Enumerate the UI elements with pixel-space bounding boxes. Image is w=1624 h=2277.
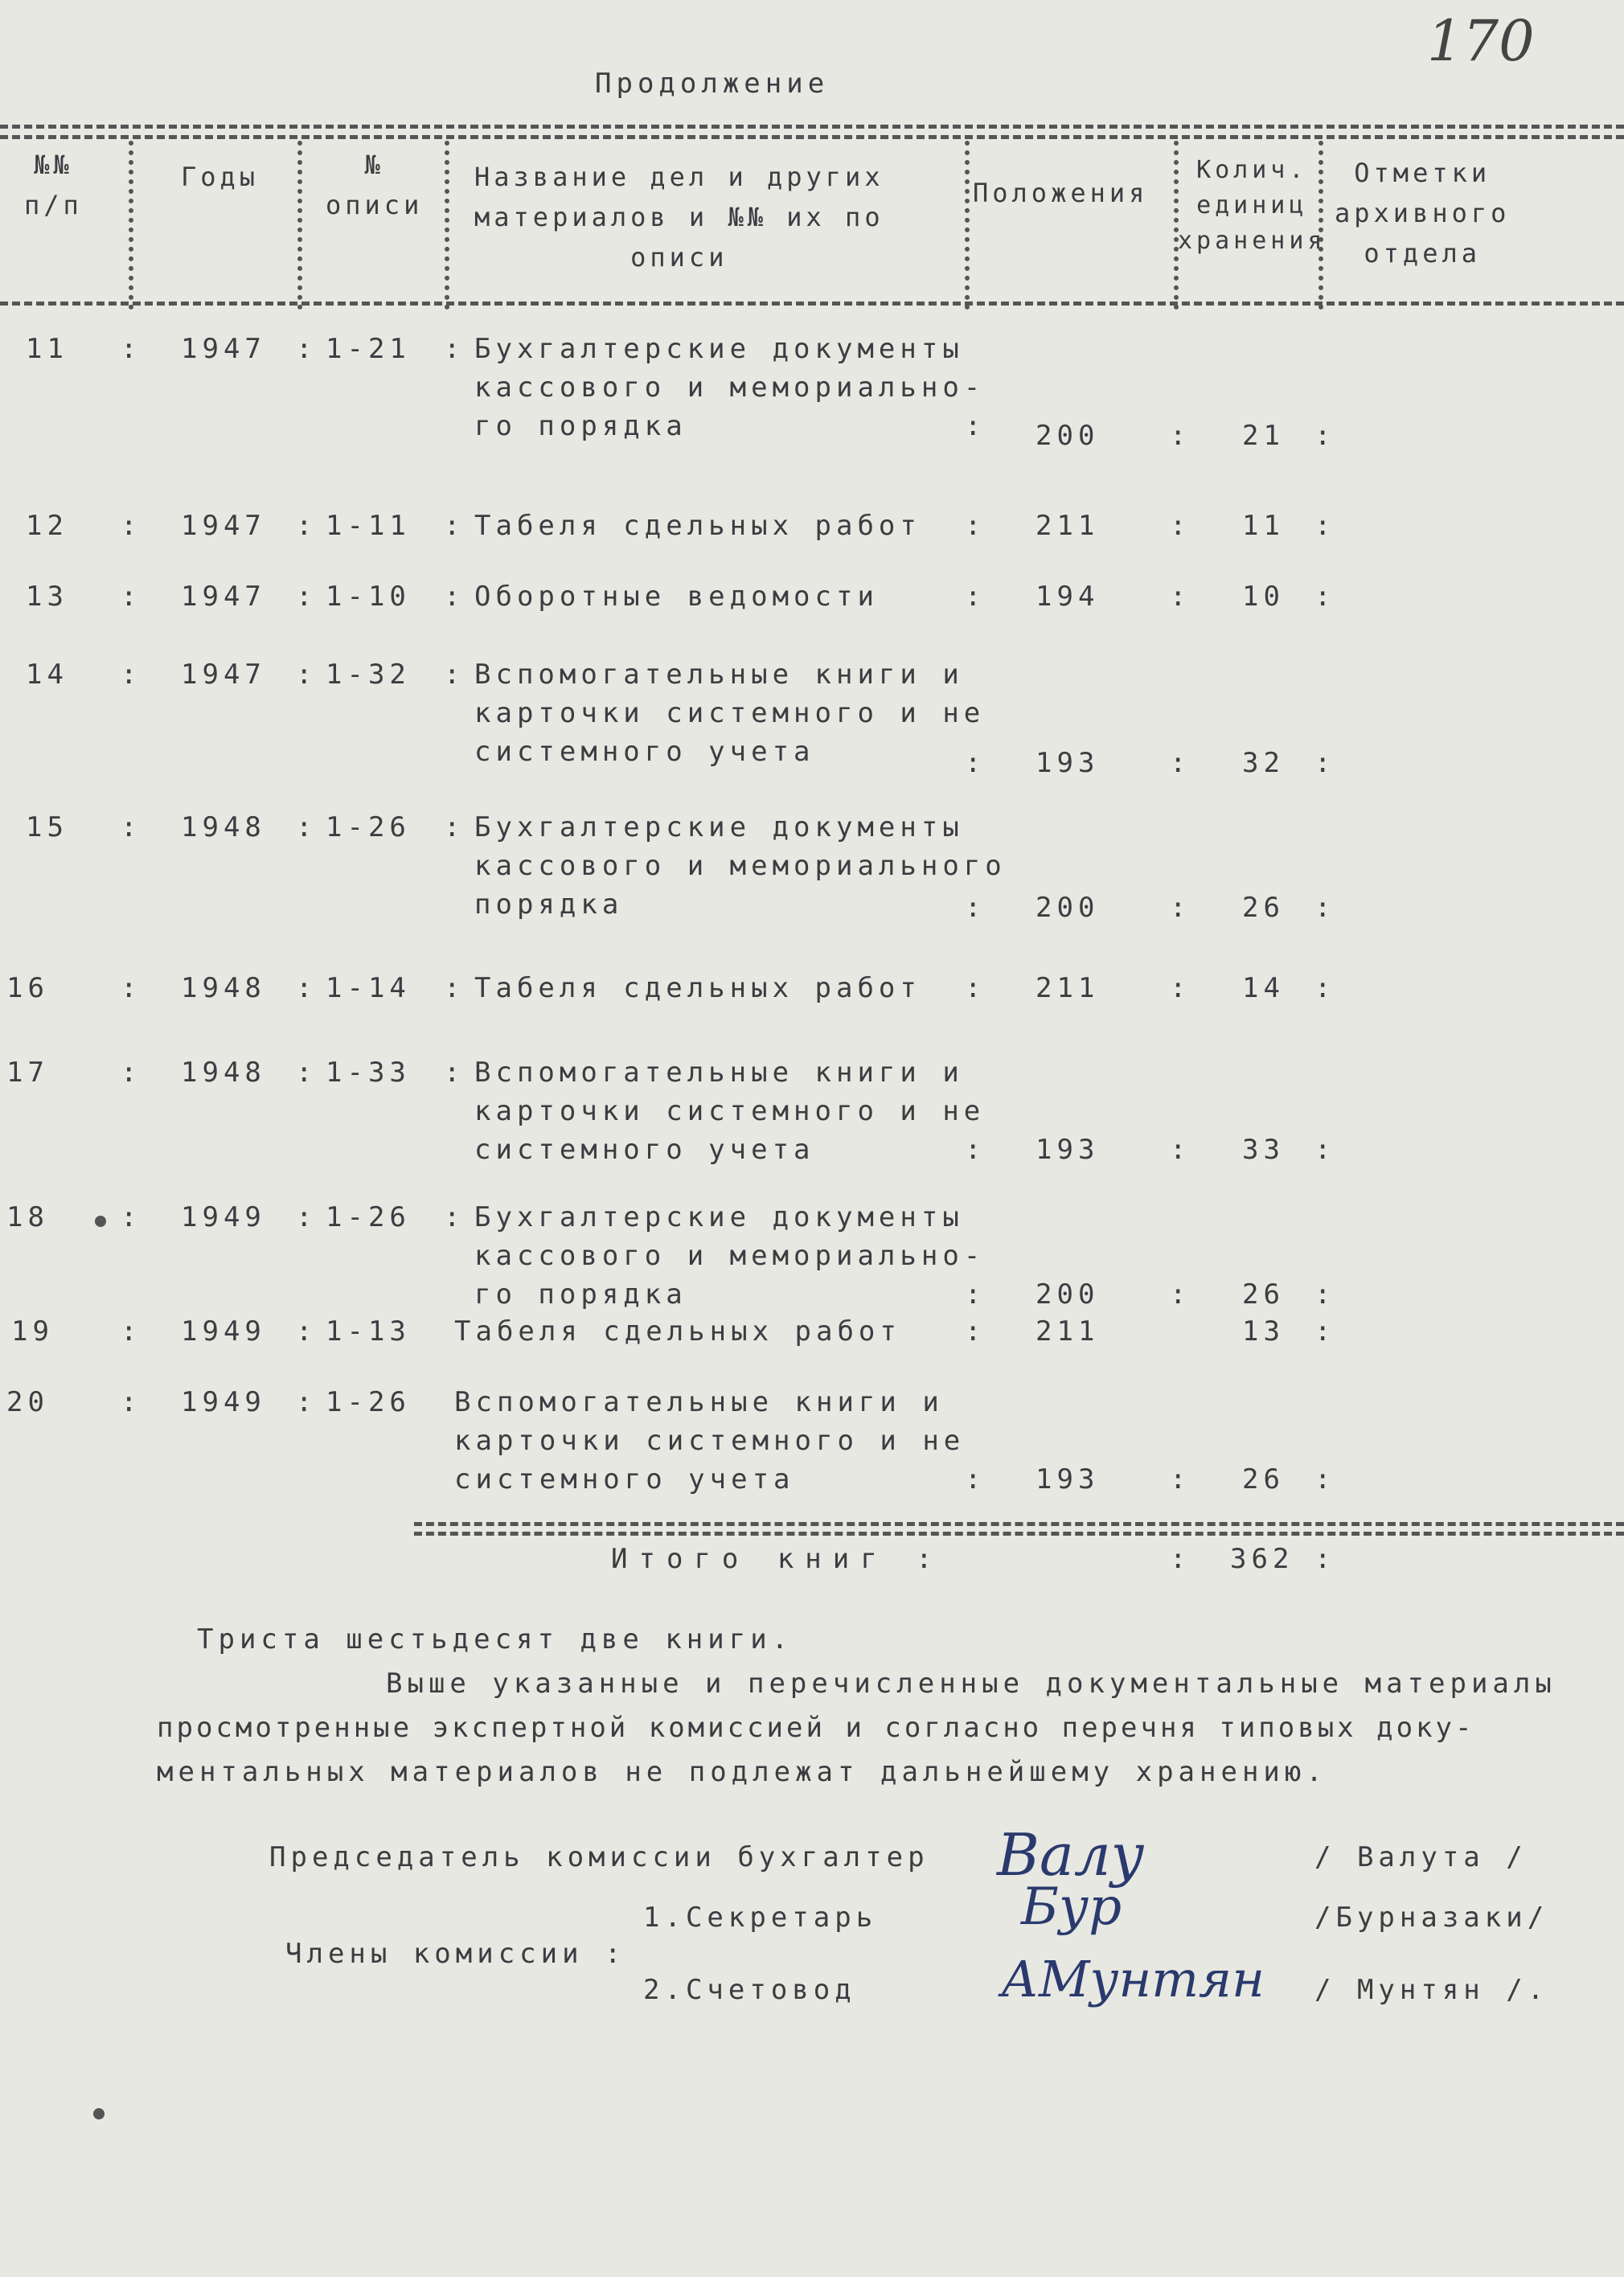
- member2-signature: АМунтян: [1001, 1950, 1265, 2008]
- col-separator: [965, 141, 970, 310]
- row-provisions: 211: [1036, 510, 1100, 542]
- row-number: 20: [6, 1386, 49, 1418]
- row-title: Вспомогательные книги и карточки системного и не системного учета: [474, 1056, 986, 1166]
- row-provisions: 200: [1036, 892, 1100, 924]
- row-inventory: 1-11: [326, 510, 411, 542]
- chair-name: / Валута /: [1314, 1841, 1528, 1873]
- row-inventory: 1-10: [326, 581, 411, 613]
- row-number: 11: [26, 333, 68, 365]
- row-count: 11: [1242, 510, 1285, 542]
- col-separator: [129, 141, 133, 310]
- row-title: Бухгалтерские документы кассового и мемориально- го порядка: [474, 333, 986, 442]
- row-inventory: 1-21: [326, 333, 411, 365]
- header-bottom-rule: [0, 302, 1624, 306]
- row-provisions: 200: [1036, 420, 1100, 452]
- row-provisions: 193: [1036, 1134, 1100, 1166]
- row-count: 10: [1242, 581, 1285, 613]
- header-top-rule: [0, 125, 1624, 129]
- row-inventory: 1-32: [326, 658, 411, 691]
- row-count: 33: [1242, 1134, 1285, 1166]
- row-count: 13: [1242, 1315, 1285, 1348]
- row-year: 1948: [181, 811, 266, 843]
- row-year: 1949: [181, 1386, 266, 1418]
- row-provisions: 200: [1036, 1278, 1100, 1311]
- row-number: 14: [26, 658, 68, 691]
- total-value: 362: [1230, 1543, 1294, 1575]
- row-provisions: 193: [1036, 747, 1100, 779]
- row-inventory: 1-13: [326, 1315, 411, 1348]
- continuation-title: Продолжение: [595, 68, 830, 100]
- header-provisions: Положения: [973, 178, 1149, 208]
- row-number: 13: [26, 581, 68, 613]
- row-number: 12: [26, 510, 68, 542]
- total-label: Итого книг :: [611, 1543, 944, 1575]
- row-title: Табеля сдельных работ: [454, 1315, 901, 1348]
- punch-mark: [93, 2108, 105, 2119]
- header-num: №№ п/п: [24, 150, 83, 220]
- row-title: Табеля сдельных работ: [474, 972, 921, 1004]
- row-inventory: 1-14: [326, 972, 411, 1004]
- row-count: 26: [1242, 1278, 1285, 1311]
- header-notes: Отметки архивного отдела: [1335, 158, 1511, 269]
- row-provisions: 211: [1036, 1315, 1100, 1348]
- row-title: Табеля сдельных работ: [474, 510, 921, 542]
- member2-role: 2.Счетовод: [643, 1974, 856, 2006]
- row-count: 26: [1242, 1463, 1285, 1495]
- row-year: 1947: [181, 658, 266, 691]
- row-count: 21: [1242, 420, 1285, 452]
- member1-signature: Бур: [1021, 1877, 1122, 1937]
- header-count: Колич. единиц хранения: [1178, 156, 1327, 255]
- header-inventory: № описи: [326, 150, 424, 220]
- row-title: Вспомогательные книги и карточки системного и не системного учета: [474, 658, 986, 768]
- row-number: 15: [26, 811, 68, 843]
- total-words: Триста шестьдесят две книги.: [197, 1623, 794, 1655]
- total-rule: [414, 1522, 1624, 1526]
- row-count: 32: [1242, 747, 1285, 779]
- row-title: Бухгалтерские документы кассового и мемориально- го порядка: [474, 1201, 986, 1311]
- row-inventory: 1-26: [326, 1386, 411, 1418]
- total-rule-2: [414, 1532, 1624, 1536]
- members-label: Члены комиссии :: [285, 1938, 626, 1970]
- paragraph-line: просмотренные экспертной комиссией и согласно перечня типовых доку-: [157, 1712, 1475, 1744]
- row-number: 18: [6, 1201, 49, 1233]
- document-page: 170 Продолжение №№ п/п Годы № описи Название дел и других материалов и №№ их по описи Положения Колич. единиц хранения Отметки архивного отдела 11 : 1947 : 1-21 : Бухгалтерские документы кассового и мемориально- го порядка : 200 : 21 : 12 : 1947 : 1-11 : Табеля сдельных работ : 211 : 11 : 13 : 1947 : 1-10 : Оборотные ведомости : 194 : 10 : 14 : 1947 : 1-32 : Вспомогательные книги и карточки системного и не системного учета : 193 : 32 : 15 : 1948 : 1-26 : Бухгалтерские документы кассового и мемориального порядка : 200 : 26 : 16 : 1948 : 1-14 : Табеля сдельных работ : 211 : 14 : 17 : 1948 : 1-33 : Вспомогательные книги и карточки системного и не системного учета : 193 : 33 : 18 : 1949 : 1-26 : Бухгалтерские документы кассового и мемориально- го порядка : 200 : 26 : 19 : 1949 : 1-13 Табеля сдельных работ : 211 13 : 20 : 1949 : 1-26 Вспомогательные книги и карточки системного и не системного учета : 193 : 26 : Итого книг : : 362 : Триста шестьдесят две книги. Выше указанные и перечисленные документальные материалы просмотренные экспертной комиссией и согласно перечня типовых доку- ментальных материалов не подлежат дальнейшему хранению. Председатель комиссии бухгалтер Валу / Валута / 1.Секретарь Бур /Бурназаки/ Члены комиссии : 2.Счетовод АМунтян / Мунтян /.: [0, 0, 1624, 2277]
- paragraph-line: ментальных материалов не подлежат дальнейшему хранению.: [157, 1756, 1327, 1788]
- row-year: 1948: [181, 1056, 266, 1089]
- row-provisions: 193: [1036, 1463, 1100, 1495]
- member1-role: 1.Секретарь: [643, 1902, 878, 1934]
- row-year: 1947: [181, 333, 266, 365]
- row-number: 17: [6, 1056, 49, 1089]
- chair-label: Председатель комиссии бухгалтер: [269, 1841, 929, 1873]
- header-years: Годы: [181, 162, 260, 192]
- row-provisions: 194: [1036, 581, 1100, 613]
- row-year: 1948: [181, 972, 266, 1004]
- row-inventory: 1-33: [326, 1056, 411, 1089]
- row-title: Вспомогательные книги и карточки системного и не системного учета: [454, 1386, 966, 1495]
- header-title: Название дел и других материалов и №№ их по описи: [474, 162, 884, 273]
- member2-name: / Мунтян /.: [1314, 1974, 1549, 2006]
- paragraph-line: Выше указанные и перечисленные документальные материалы: [386, 1668, 1556, 1700]
- row-year: 1949: [181, 1315, 266, 1348]
- row-year: 1949: [181, 1201, 266, 1233]
- row-title: Бухгалтерские документы кассового и мемориального порядка: [474, 811, 1007, 921]
- page-number: 170: [1427, 8, 1535, 74]
- row-inventory: 1-26: [326, 1201, 411, 1233]
- row-count: 14: [1242, 972, 1285, 1004]
- row-number: 19: [11, 1315, 54, 1348]
- row-year: 1947: [181, 581, 266, 613]
- row-year: 1947: [181, 510, 266, 542]
- col-separator: [445, 141, 449, 310]
- row-inventory: 1-26: [326, 811, 411, 843]
- col-separator: [297, 141, 302, 310]
- row-provisions: 211: [1036, 972, 1100, 1004]
- chair-signature: Валу: [997, 1821, 1145, 1889]
- row-number: 16: [6, 972, 49, 1004]
- header-top-rule-2: [0, 135, 1624, 139]
- member1-name: /Бурназаки/: [1314, 1902, 1549, 1934]
- row-title: Оборотные ведомости: [474, 581, 879, 613]
- row-count: 26: [1242, 892, 1285, 924]
